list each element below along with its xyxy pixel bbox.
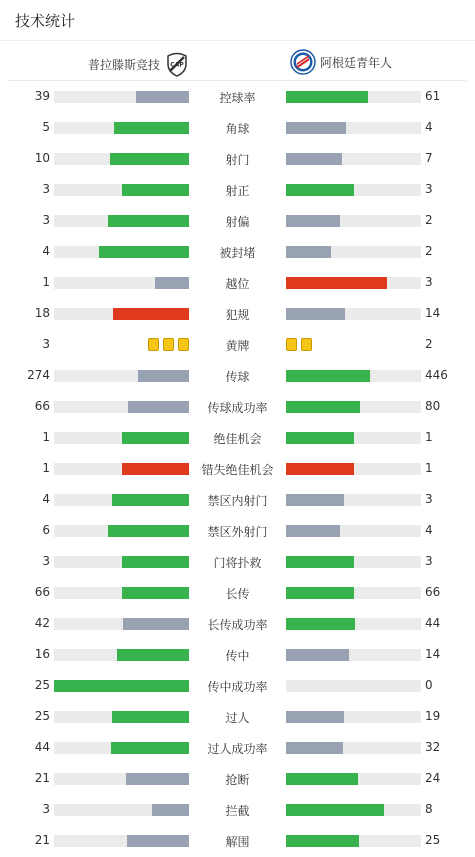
away-value: 44 xyxy=(425,616,441,630)
away-value: 2 xyxy=(425,337,433,351)
stat-label: 错失绝佳机会 xyxy=(201,463,274,477)
away-bar-fill xyxy=(286,711,344,723)
stat-label: 控球率 xyxy=(219,91,256,105)
home-bar-track xyxy=(54,773,189,785)
away-value: 19 xyxy=(425,709,441,723)
home-value: 21 xyxy=(34,771,50,785)
home-bar-track xyxy=(54,308,189,320)
home-value: 18 xyxy=(34,306,50,320)
away-bar-track xyxy=(286,804,421,816)
away-bar-fill xyxy=(286,308,345,320)
away-bar-track xyxy=(286,122,421,134)
away-bar-fill xyxy=(286,649,349,661)
away-value: 4 xyxy=(425,120,433,134)
away-bar-track xyxy=(286,773,421,785)
stat-label: 黄牌 xyxy=(225,339,250,353)
home-value: 5 xyxy=(42,120,50,134)
home-bar-fill xyxy=(117,649,189,661)
home-value: 21 xyxy=(34,833,50,847)
stat-label: 射正 xyxy=(225,184,250,198)
away-bar-fill xyxy=(286,184,354,196)
away-bar-track xyxy=(286,618,421,630)
home-bar-fill xyxy=(108,525,189,537)
away-bar-track xyxy=(286,742,421,754)
home-bar-fill xyxy=(138,370,189,382)
stat-label: 犯规 xyxy=(225,308,250,322)
home-bar-track xyxy=(54,215,189,227)
away-bar-fill xyxy=(286,370,370,382)
home-value: 25 xyxy=(34,678,50,692)
home-bar-track xyxy=(54,556,189,568)
home-value: 3 xyxy=(42,213,50,227)
home-value: 25 xyxy=(34,709,50,723)
home-bar-fill xyxy=(108,215,189,227)
home-bar-track xyxy=(54,525,189,537)
stat-row xyxy=(0,112,475,143)
stat-row xyxy=(0,360,475,391)
stat-label: 门将扑救 xyxy=(213,556,262,570)
stat-row xyxy=(0,825,475,856)
away-bar-fill xyxy=(286,246,331,258)
away-bar-fill xyxy=(286,277,387,289)
away-bar-fill xyxy=(286,587,354,599)
home-bar-fill xyxy=(122,587,190,599)
away-value: 3 xyxy=(425,492,433,506)
home-value: 6 xyxy=(42,523,50,537)
away-bar-track xyxy=(286,184,421,196)
away-bar-track xyxy=(286,649,421,661)
away-value: 32 xyxy=(425,740,441,754)
stat-label: 长传成功率 xyxy=(207,618,268,632)
yellow-card-icon xyxy=(301,338,312,351)
home-bar-fill xyxy=(112,494,189,506)
away-bar-fill xyxy=(286,432,354,444)
home-bar-fill xyxy=(126,773,189,785)
stat-row xyxy=(0,453,475,484)
away-value: 3 xyxy=(425,275,433,289)
away-bar-fill xyxy=(286,804,384,816)
stat-row xyxy=(0,608,475,639)
away-value: 4 xyxy=(425,523,433,537)
home-value: 66 xyxy=(34,399,50,413)
away-value: 61 xyxy=(425,89,441,103)
away-bar-track xyxy=(286,525,421,537)
away-bar-track xyxy=(286,153,421,165)
home-team-logo-text: CAP xyxy=(170,61,184,69)
away-bar-fill xyxy=(286,122,346,134)
away-value: 2 xyxy=(425,244,433,258)
stat-row xyxy=(0,298,475,329)
home-value: 4 xyxy=(42,492,50,506)
home-bar-fill xyxy=(122,556,190,568)
away-team[interactable] xyxy=(290,49,392,75)
home-value: 1 xyxy=(42,430,50,444)
stat-label: 被封堵 xyxy=(219,246,256,260)
home-bar-track xyxy=(54,246,189,258)
away-value: 14 xyxy=(425,647,441,661)
home-bar-fill xyxy=(136,91,189,103)
home-bar-fill xyxy=(114,122,189,134)
stat-row xyxy=(0,391,475,422)
stat-label: 越位 xyxy=(225,277,250,291)
stat-row xyxy=(0,484,475,515)
stat-label: 解围 xyxy=(225,835,250,849)
home-bar-fill xyxy=(54,680,189,692)
home-bar-track xyxy=(54,184,189,196)
stat-row xyxy=(0,267,475,298)
stat-row xyxy=(0,422,475,453)
home-value: 44 xyxy=(34,740,50,754)
away-bar-fill xyxy=(286,91,368,103)
home-team-logo-icon xyxy=(166,51,188,77)
stat-label: 传球 xyxy=(225,370,250,384)
away-bar-track xyxy=(286,835,421,847)
stat-row xyxy=(0,639,475,670)
home-bar-fill xyxy=(155,277,189,289)
stat-label: 过人 xyxy=(225,711,250,725)
home-bar-track xyxy=(54,649,189,661)
away-value: 1 xyxy=(425,430,433,444)
home-value: 1 xyxy=(42,461,50,475)
home-bar-track xyxy=(54,91,189,103)
home-bar-fill xyxy=(110,153,189,165)
home-bar-track xyxy=(54,835,189,847)
away-value: 2 xyxy=(425,213,433,227)
home-bar-fill xyxy=(112,711,189,723)
stat-row xyxy=(0,174,475,205)
home-value: 66 xyxy=(34,585,50,599)
home-bar-track xyxy=(54,432,189,444)
stat-row xyxy=(0,205,475,236)
home-value: 10 xyxy=(34,151,50,165)
stat-row xyxy=(0,577,475,608)
stat-label: 传中成功率 xyxy=(207,680,268,694)
home-bar-track xyxy=(54,680,189,692)
away-value: 446 xyxy=(425,368,448,382)
stats-list xyxy=(0,81,475,856)
home-value: 3 xyxy=(42,802,50,816)
away-bar-track xyxy=(286,370,421,382)
away-value: 3 xyxy=(425,554,433,568)
stat-label: 绝佳机会 xyxy=(213,432,262,446)
home-bar-track xyxy=(54,804,189,816)
away-value: 3 xyxy=(425,182,433,196)
home-value: 42 xyxy=(34,616,50,630)
home-value: 16 xyxy=(34,647,50,661)
home-value: 4 xyxy=(42,244,50,258)
away-value: 7 xyxy=(425,151,433,165)
away-value: 24 xyxy=(425,771,441,785)
home-team-name: 普拉滕斯竞技 xyxy=(87,57,160,72)
home-value: 39 xyxy=(34,89,50,103)
home-bar-track xyxy=(54,463,189,475)
away-yellow-cards xyxy=(286,338,312,351)
yellow-card-icon xyxy=(178,338,189,351)
stat-row xyxy=(0,546,475,577)
away-bar-fill xyxy=(286,463,354,475)
home-bar-fill xyxy=(122,432,190,444)
stat-row xyxy=(0,81,475,112)
home-bar-track xyxy=(54,618,189,630)
home-bar-fill xyxy=(99,246,189,258)
home-bar-fill xyxy=(128,401,189,413)
away-bar-track xyxy=(286,587,421,599)
away-team-name: 阿根廷青年人 xyxy=(320,55,393,70)
away-bar-fill xyxy=(286,742,343,754)
stat-label: 射门 xyxy=(225,153,250,167)
home-bar-fill xyxy=(123,618,189,630)
away-bar-fill xyxy=(286,618,355,630)
team-header xyxy=(8,41,466,81)
away-bar-track xyxy=(286,432,421,444)
stat-row xyxy=(0,701,475,732)
away-bar-fill xyxy=(286,773,358,785)
away-bar-fill xyxy=(286,215,340,227)
away-value: 0 xyxy=(425,678,433,692)
away-value: 66 xyxy=(425,585,441,599)
section-title: 技术统计 xyxy=(15,12,76,30)
home-bar-track xyxy=(54,153,189,165)
stat-label: 长传 xyxy=(225,587,250,601)
away-value: 25 xyxy=(425,833,441,847)
stat-row xyxy=(0,670,475,701)
away-bar-track xyxy=(286,277,421,289)
home-bar-track xyxy=(54,494,189,506)
away-bar-track xyxy=(286,215,421,227)
home-bar-fill xyxy=(127,835,189,847)
away-bar-track xyxy=(286,711,421,723)
away-bar-fill xyxy=(286,835,359,847)
home-value: 3 xyxy=(42,337,50,351)
away-bar-fill xyxy=(286,525,340,537)
away-bar-track xyxy=(286,91,421,103)
stat-row xyxy=(0,329,475,360)
home-bar-fill xyxy=(152,804,189,816)
home-bar-track xyxy=(54,122,189,134)
stat-label: 射偏 xyxy=(225,215,250,229)
yellow-card-icon xyxy=(163,338,174,351)
away-bar-fill xyxy=(286,401,360,413)
away-bar-track xyxy=(286,494,421,506)
away-value: 80 xyxy=(425,399,441,413)
home-bar-fill xyxy=(111,742,189,754)
away-value: 14 xyxy=(425,306,441,320)
home-bar-track xyxy=(54,742,189,754)
away-bar-track xyxy=(286,246,421,258)
home-value: 1 xyxy=(42,275,50,289)
away-team-logo-icon xyxy=(290,49,316,75)
stat-row xyxy=(0,732,475,763)
home-value: 274 xyxy=(27,368,50,382)
home-bar-fill xyxy=(122,184,190,196)
home-bar-track xyxy=(54,401,189,413)
home-bar-fill xyxy=(113,308,189,320)
stat-row xyxy=(0,236,475,267)
yellow-card-icon xyxy=(148,338,159,351)
away-bar-fill xyxy=(286,494,344,506)
home-bar-fill xyxy=(122,463,190,475)
away-bar-fill xyxy=(286,153,342,165)
away-bar-track xyxy=(286,463,421,475)
stat-label: 禁区内射门 xyxy=(207,494,268,508)
stat-label: 传球成功率 xyxy=(207,401,268,415)
stat-row xyxy=(0,794,475,825)
away-bar-track xyxy=(286,401,421,413)
away-value: 8 xyxy=(425,802,433,816)
stat-label: 传中 xyxy=(225,649,250,663)
away-value: 1 xyxy=(425,461,433,475)
home-bar-track xyxy=(54,711,189,723)
home-value: 3 xyxy=(42,182,50,196)
stat-row xyxy=(0,515,475,546)
stat-row xyxy=(0,763,475,794)
stat-label: 拦截 xyxy=(225,804,250,818)
home-bar-track xyxy=(54,587,189,599)
away-bar-track xyxy=(286,556,421,568)
away-bar-track xyxy=(286,680,421,692)
stat-label: 过人成功率 xyxy=(207,742,268,756)
home-bar-track xyxy=(54,370,189,382)
stat-label: 禁区外射门 xyxy=(207,525,268,539)
home-team[interactable] xyxy=(88,51,188,77)
home-yellow-cards xyxy=(148,338,189,351)
home-bar-track xyxy=(54,277,189,289)
stat-label: 抢断 xyxy=(225,773,250,787)
stat-row xyxy=(0,143,475,174)
home-value: 3 xyxy=(42,554,50,568)
stat-label: 角球 xyxy=(225,122,250,136)
away-bar-track xyxy=(286,308,421,320)
yellow-card-icon xyxy=(286,338,297,351)
away-bar-fill xyxy=(286,556,354,568)
